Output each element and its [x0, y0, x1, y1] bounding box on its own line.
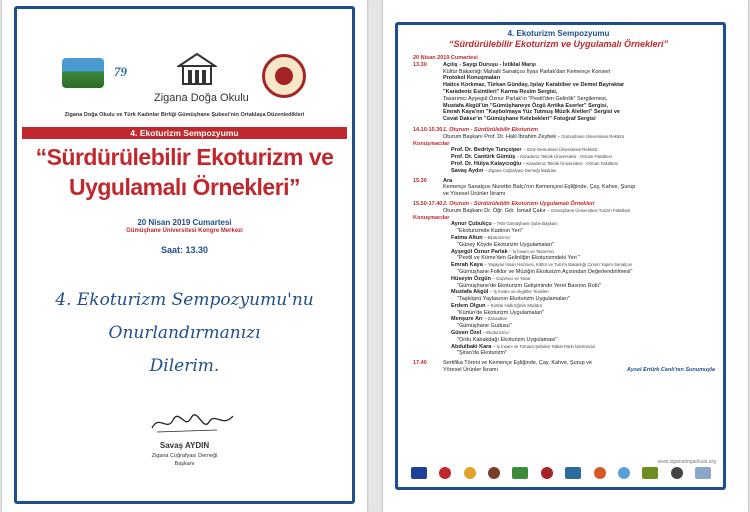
speaker-note: – Yaşayan İnsan Hazinesi, Kültür ve Turizm Bakanlığı Çimon Yapım Sanatçısı: [484, 262, 633, 268]
event-time: Saat: 13.30: [160, 245, 209, 255]
break-text: Kemençe Sanatçısı Nurettin Balçı'nın Kemençesi Eşliğinde, Çay, Kahve, Şurup: [443, 184, 636, 191]
speakers-heading: Konuşmacılar: [413, 140, 450, 147]
closing-text: Sertifika Töreni ve Kemençe Eşliğinde, Çay, Kahve, Şurup ve: [443, 360, 592, 367]
exhibition-line: "Karadeniz Esintileri" Karma Resim Sergisi,: [443, 88, 558, 95]
time-label: 15.30: [413, 177, 427, 184]
program-page: [383, 0, 748, 512]
exhibition-line: Hatice Korkmaz, Türkan Günday, Işılay Karabiber ve Demet Bayraktar: [443, 82, 625, 89]
program-item: [413, 360, 715, 374]
session-title: 1. Oturum - Sürdürülebilir Ekoturizm: [443, 126, 539, 133]
talk-title: "Gümüşhane'de Ekoturizm Gelişiminde Yerel Basının Rolü": [457, 282, 602, 289]
program-item: [413, 178, 715, 198]
talk-title: "Kürtün'de Ekoturizm Uygulamaları": [457, 309, 545, 316]
talk-title: "Ordu Kabakdağı Ekoturizm Uygulaması": [457, 336, 558, 343]
signatory-role: Başkanı: [174, 461, 195, 467]
session-chair: Oturum Başkanı Prof. Dr. Halil İbrahim Zeybek: [443, 133, 557, 140]
sponsor-logo-icon: [439, 467, 451, 479]
website-url: www.ziganadogaokulu.org: [657, 459, 716, 465]
speaker-note: – İzmir Demokrasi Üniversitesi Rektörü: [523, 147, 598, 153]
speaker-name: Prof. Dr. Cantürk Gümüş: [451, 154, 516, 161]
handwritten-line-3: Dilerim.: [149, 356, 220, 376]
speaker-name: Savaş Aydın: [451, 167, 484, 174]
time-label: 13.30: [413, 61, 427, 68]
time-label: 14.10-15.30: [413, 126, 443, 133]
speaker-name: Fatma Altun: [451, 234, 483, 241]
speaker-note: – Kürtün Halk Eğitim Müdürü: [487, 302, 542, 308]
speaker-name: Mustafa Akgül: [451, 289, 489, 296]
sponsor-logo-icon: [695, 467, 711, 479]
closing-text: Yöresel Ürünler İkramı: [443, 367, 499, 374]
title-line-2: Uygulamalı Örnekleri”: [68, 174, 301, 200]
speakers-heading: Konuşmacılar: [413, 214, 450, 221]
speaker-name: Aynur Çubukçu: [451, 221, 492, 228]
handwritten-line-2: Onurlandırmanızı: [108, 323, 261, 343]
talk-title: "Şiran'da Ekoturizm": [457, 350, 507, 357]
talk-title: "Taşköprü Yaylasının Ekoturizm Uygulamaları": [457, 296, 570, 303]
speaker-note: – TKB Gümüşhane Şube Başkanı: [493, 221, 558, 227]
session-chair: Oturum Başkanı Dr. Öğr. Gör. İsmail Çakır: [443, 207, 546, 214]
speaker-name: Ayşegül Öznur Parlak: [451, 248, 508, 255]
exhibition-line: Emrah Kaya'nın "Kaybolmaya Yüz Tutmuş Müzik Aletleri" Sergisi ve: [443, 109, 620, 116]
sponsor-logo-icon: [594, 467, 606, 479]
school-building-icon: [177, 52, 217, 86]
speaker-name: Prof. Dr. Bedriye Tunçsiper: [451, 147, 522, 154]
session-chair-note: – Gümüşhane Üniversitesi Rektörü: [557, 133, 625, 139]
logo-number: 79: [114, 64, 127, 79]
program-heading: 4. Ekoturizm Sempozyumu: [507, 29, 610, 38]
signature-icon: [147, 410, 237, 436]
speaker-note: – Zanaatkar: [484, 316, 508, 322]
program-item: [413, 62, 715, 123]
speaker-note: – İş İnsanı ve Tasarımcı: [509, 248, 555, 254]
speaker-note: – İş İnsanı ve Akgüller Tesisleri: [489, 289, 549, 295]
speaker-name: Emrah Kaya: [451, 262, 483, 269]
session-chair-note: – Gümüşhane Üniversitesi Turizm Fakültesi: [547, 207, 631, 213]
sponsor-logo-icon: [512, 467, 528, 479]
speaker-note: – Ekoturizmci: [484, 234, 510, 240]
eu-flag-icon: [411, 467, 427, 479]
break-title: Ara: [443, 177, 453, 184]
program-list: [413, 55, 715, 374]
exhibition-line: Mustafa Akgül'ün "Gümüşhaneye Özgü Antika Eserler" Sergisi,: [443, 102, 609, 109]
speaker-name: Prof. Dr. Hülya Kalaycıoğlu: [451, 160, 522, 167]
sponsor-logo-icon: [565, 467, 581, 479]
speaker-name: Abdulbaki Kara: [451, 343, 492, 350]
concert-line: Kültür Bakanlığı Mahalli Sanatçısı İlyas Parlak'dan Kemençe Konseri: [443, 68, 611, 75]
signatory-name: Savaş AYDIN: [159, 441, 210, 450]
program-item: [413, 127, 715, 141]
speaker-name: Menşure Arı: [451, 316, 483, 323]
program-title: “Sürdürülebilir Ekoturizm ve Uygulamalı Örnekleri”: [448, 39, 669, 49]
protocol-line: Protokol Konuşmaları: [443, 75, 501, 82]
speaker-note: – İş İnsanı ve Tomara Şelalesi Tabiat Parkı İşletmecisi: [492, 343, 596, 349]
presenter-line: Aysel Ertürk Canlı'nın Sunumuyla: [626, 367, 715, 374]
speaker-name: Güven Özel: [451, 330, 482, 337]
event-place: Gümüşhane Üniversitesi Kongre Merkezi: [126, 228, 243, 234]
invitation-cover-page: [2, 0, 367, 512]
school-name: Zigana Doğa Okulu: [154, 92, 249, 104]
symposium-band: 4. Ekoturizm Sempozyumu: [22, 127, 347, 139]
talk-title: "Gümüşhane Gudusu": [457, 323, 512, 330]
event-date: 20 Nisan 2019 Cumartesi: [137, 218, 232, 227]
title-line-1: “Sürdürülebilir Ekoturizm ve: [35, 144, 334, 170]
sponsor-logo-icon: [488, 467, 500, 479]
organizer-line: Zigana Doğa Okulu ve Türk Kadınlar Birliği Gümüşhane Şubesi'nin Ortaklaşa Düzenledikleri: [64, 112, 305, 118]
program-date: 20 Nisan 2019 Cumartesi: [413, 55, 478, 61]
program-item: [413, 201, 715, 215]
sponsor-logo-icon: [671, 467, 683, 479]
sponsor-logo-icon: [642, 467, 658, 479]
sponsor-logo-icon: [464, 467, 476, 479]
talk-title: "Ekoturizmde Kadının Yeri": [457, 228, 523, 235]
handwritten-line-1: 4. Ekoturizm Sempozyumu'nu: [55, 290, 314, 310]
sponsor-logo-icon: [541, 467, 553, 479]
womens-union-seal-icon: [262, 54, 306, 98]
speaker-name: Erdem Olgun: [451, 302, 486, 309]
logo-row: [34, 52, 329, 112]
exhibition-line: Cevat Daksır'ın "Gümüşhane Kelebekleri" Fotoğraf Sergisi: [443, 116, 596, 123]
exhibition-line: Tasarımcı Ayşegül Öznur Parlak'ın "Pestil'den Gelinlik" Sergilemesi,: [443, 95, 608, 102]
opening-line: Açılış - Saygı Duruşu - İstiklal Marşı: [443, 61, 536, 68]
time-label: 15.50-17.40: [413, 200, 443, 207]
speaker-note: – Ekoturizmci: [482, 330, 509, 336]
break-text: ve Yöresel Ürünler İkramı: [443, 191, 506, 198]
speaker-note: – Karadeniz Teknik Üniversitesi - Orman Fakültesi: [522, 160, 618, 166]
sponsor-logo-icon: [618, 467, 630, 479]
speaker-note: – Zigana Coğrafyası Derneği Başkanı: [484, 167, 557, 173]
zigana-landscape-logo: [62, 58, 104, 88]
signatory-organization: Zigana Coğrafyası Derneği: [151, 453, 218, 459]
time-label: 17.40: [413, 360, 427, 367]
speaker-note: – Gazeteci ve Yazar: [492, 275, 531, 281]
session-title: 2. Oturum - Sürdürülebilir Ekoturizm Uygulamalı Örnekleri: [443, 200, 595, 207]
talk-title: "Pestil ve Köme'den Gelinliğin Ekoturizmdeki Yeri ": [457, 255, 581, 262]
speaker-name: Hüseyin Özgün: [451, 275, 492, 282]
sponsor-logo-row: [411, 465, 711, 481]
speaker-note: – Karadeniz Teknik Üniversitesi - Orman Fakültesi: [516, 154, 612, 160]
symposium-title: [22, 142, 347, 202]
talk-title: "Gümüşhane Folklor ve Müziğin Ekoturizm Açısından Değerlendirilmesi": [457, 268, 633, 275]
talk-title: "Güney Köyde Ekoturizm Uygulamaları": [457, 241, 555, 248]
